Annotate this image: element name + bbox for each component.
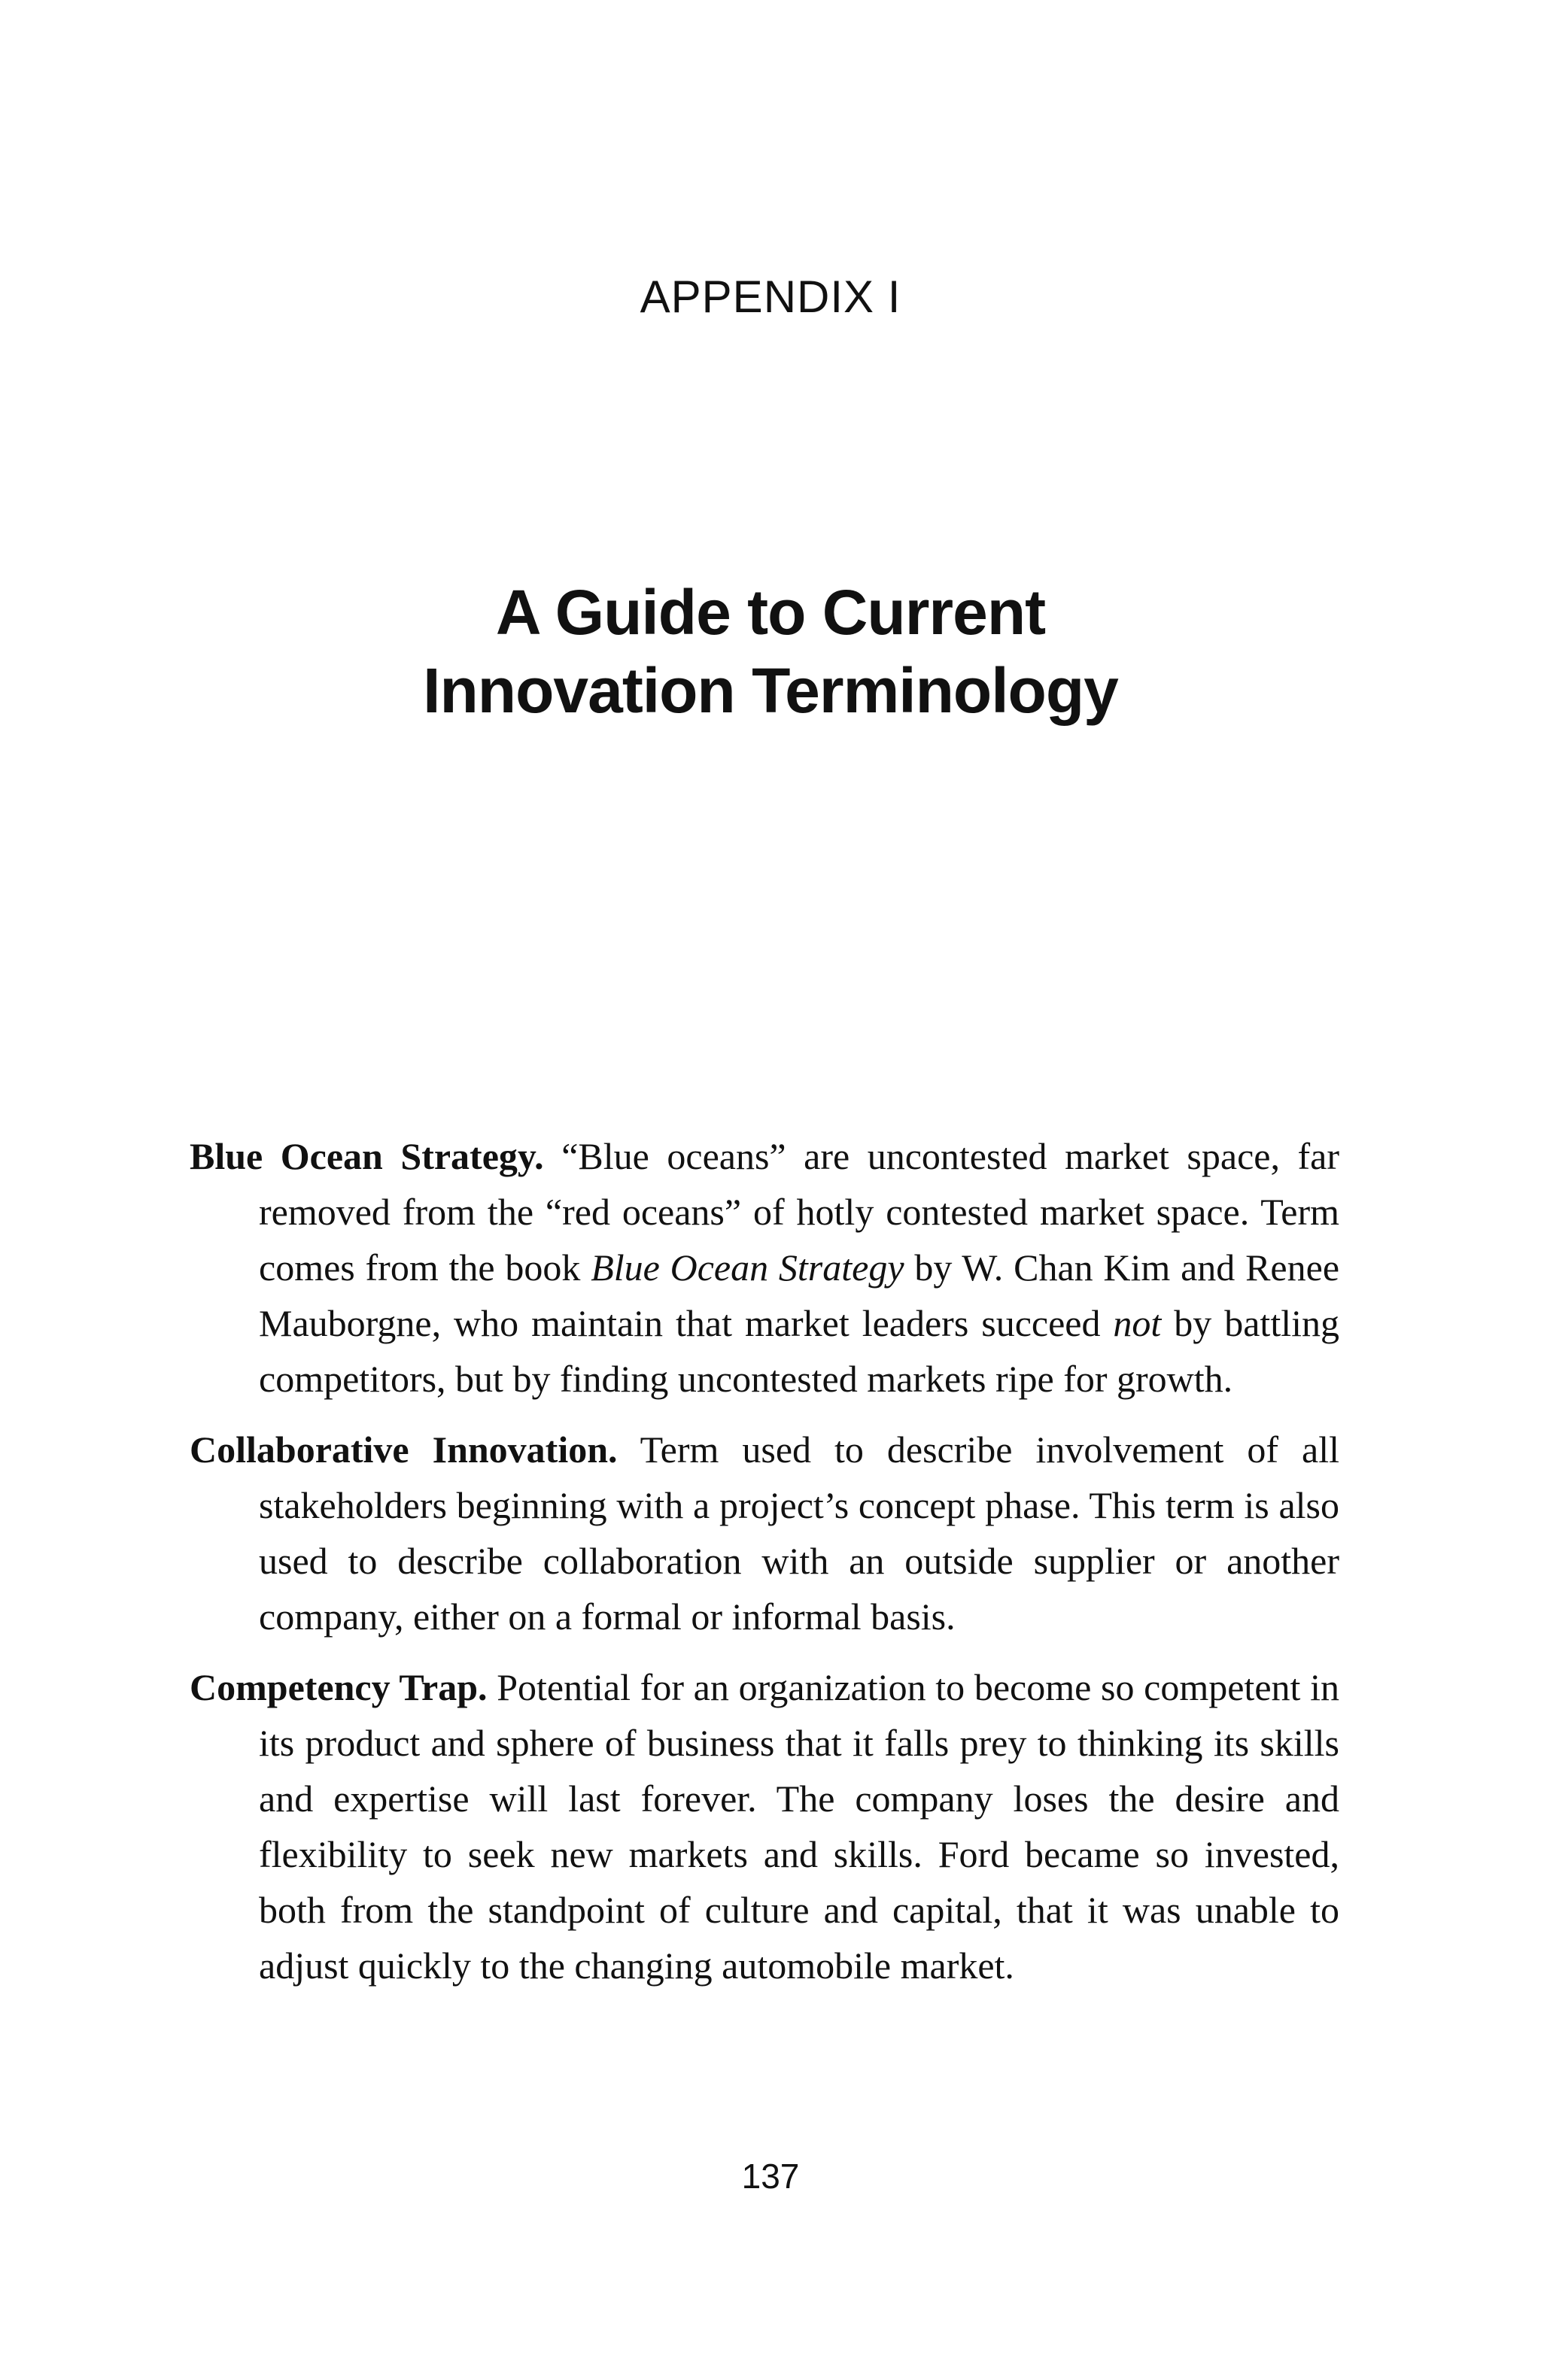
glossary-entry-competency-trap	[190, 1659, 1339, 1993]
glossary-definition-part: by W. Chan Kim and Renee Mauborgne, who maintain that market leaders succeed	[259, 1246, 1340, 1344]
glossary-definition: Term used to describe involvement of all stakeholders beginning with a project’s concept phase. This term is also used to describe collaboration with an outside supplier or another company, either on a formal or informal basis.	[259, 1428, 1339, 1638]
glossary-term: Collaborative Innovation.	[190, 1428, 618, 1471]
glossary-entry-collaborative-innovation	[190, 1422, 1339, 1644]
glossary-term: Blue Ocean Strategy.	[190, 1135, 544, 1177]
chapter-title	[0, 573, 1541, 730]
page-number: 137	[741, 2157, 800, 2196]
chapter-title-line-1: A Guide to Current	[495, 577, 1046, 648]
glossary-term: Competency Trap.	[190, 1666, 488, 1708]
appendix-label: APPENDIX I	[640, 272, 901, 322]
glossary-definition-part: “Blue oceans” are uncontested market space, far removed from the “red oceans” of hotly contested market space. Term comes from the book	[259, 1135, 1340, 1289]
glossary-entries	[190, 1128, 1339, 2008]
emphasis-word: not	[1113, 1302, 1162, 1344]
glossary-definition: Potential for an organization to become so competent in its product and sphere of business that it falls prey to thinking its skills and expertise will last forever. The company loses the desire and flexibility to seek new markets and skills. Ford became so invested, both from the standpoint of culture and capital, that it was unable to adjust quickly to the changing automobile market.	[259, 1666, 1339, 1987]
glossary-entry-blue-ocean-strategy	[190, 1128, 1339, 1407]
chapter-title-line-2: Innovation Terminology	[423, 655, 1118, 726]
glossary-definition-part: by battling competitors, but by finding uncontested markets ripe for growth.	[259, 1302, 1339, 1400]
book-title: Blue Ocean Strategy	[591, 1246, 904, 1289]
